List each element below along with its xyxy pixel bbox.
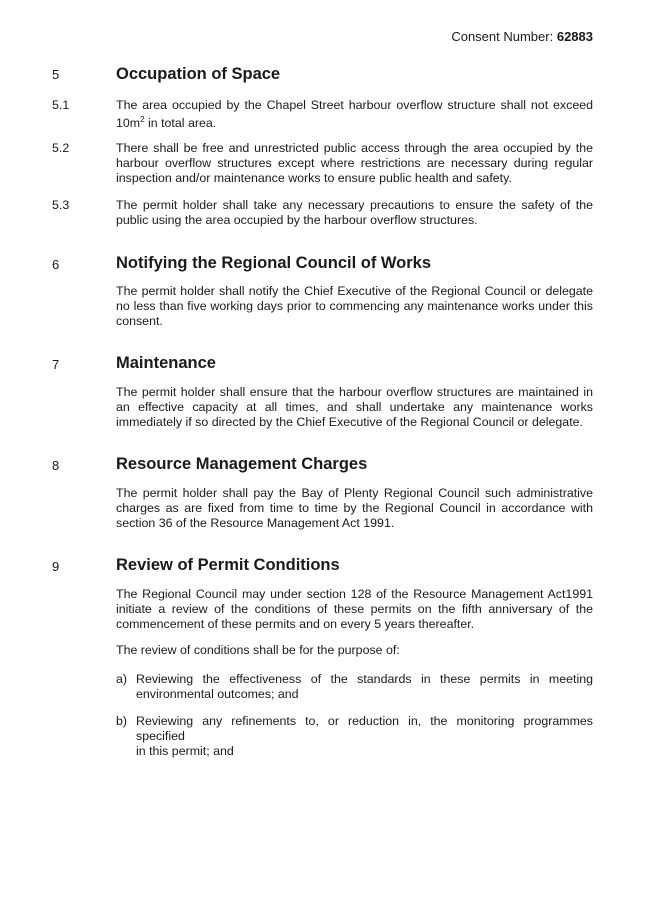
clause-5-1-number: 5.1 [52,98,70,112]
section-5-number: 5 [52,67,60,82]
item-a-line-1: Reviewing the effectiveness of the standards in these permits in meeting [136,672,593,686]
section-8-line-3: section 36 of the Resource Management Act 1991. [116,515,395,530]
section-7-line-1: The permit holder shall ensure that the harbour overflow structures are maintained in [116,385,593,399]
section-9-p1-line-1: The Regional Council may under section 128 of the Resource Management Act1991 [116,587,593,601]
clause-5-2-text [116,141,593,185]
clause-5-1-tail: in total area. [144,115,217,130]
item-b-line-2: in this permit; and [136,743,234,758]
section-7-title: Maintenance [116,354,216,372]
item-b-line-1: Reviewing any refinements to, or reduction in, the monitoring programmes specified [136,714,593,743]
section-9-number: 9 [52,559,60,574]
item-a-text [136,672,593,702]
clause-5-2-line-2: harbour overflow structures except where restrictions are necessary during regular [116,155,593,170]
section-8-number: 8 [52,458,60,473]
section-9-paragraph-1 [116,587,593,631]
item-b-text [136,714,593,758]
section-7-line-2: an effective capacity at all times, and shall undertake any maintenance works [116,399,593,414]
section-7-number: 7 [52,357,60,372]
section-9-p1-line-3: commencement of these permits and on every 5 years thereafter. [116,616,475,631]
clause-5-1-line-1: The area occupied by the Chapel Street harbour overflow structure shall not exceed [116,98,593,112]
clause-5-3-text [116,198,593,228]
section-7-text [116,385,593,429]
section-6-line-3: consent. [116,313,163,328]
section-6-line-2: no less than five working days prior to commencing any maintenance works under this [116,298,593,313]
section-8-title: Resource Management Charges [116,455,368,473]
item-a-label: a) [116,672,128,686]
clause-5-3-line-1: The permit holder shall take any necessary precautions to ensure the safety of the [116,198,593,212]
consent-number: 62883 [556,29,593,44]
section-9-p1-line-2: initiate a review of the conditions of these permits on the fifth anniversary of the [116,601,593,616]
section-9-p2-line-1: The review of conditions shall be for the purpose of: [116,643,400,657]
clause-5-2-number: 5.2 [52,141,70,155]
item-b-label: b) [116,714,128,728]
section-6-text [116,284,593,328]
clause-5-2-line-1: There shall be free and unrestricted public access through the area occupied by the [116,141,593,155]
clause-5-1-area: 10m [116,115,141,130]
clause-5-1-text [116,98,593,131]
clause-5-1-superscript: 2 [140,114,145,124]
item-a-line-2: environmental outcomes; and [136,686,299,701]
clause-5-3-number: 5.3 [52,198,70,212]
section-8-line-2: charges as are fixed from time to time by the Regional Council in accordance with [116,500,593,515]
section-9-title: Review of Permit Conditions [116,556,340,574]
clause-5-1-line-2 [116,113,593,131]
clause-5-3-line-2: public using the area occupied by the harbour overflow structures. [116,212,478,227]
section-9-paragraph-2 [116,643,593,658]
section-7-line-3: immediately if so directed by the Chief Executive of the Regional Council or delegate. [116,414,583,429]
section-5-title: Occupation of Space [116,65,281,83]
section-8-line-1: The permit holder shall pay the Bay of Plenty Regional Council such administrative [116,486,593,500]
section-6-number: 6 [52,257,60,272]
consent-number-header [451,29,593,44]
section-6-title: Notifying the Regional Council of Works [116,254,432,272]
consent-label: Consent Number: [451,29,554,44]
section-6-line-1: The permit holder shall notify the Chief Executive of the Regional Council or delegate [116,284,593,298]
section-8-text [116,486,593,530]
clause-5-2-line-3: inspection and/or maintenance works to ensure public health and safety. [116,170,512,185]
